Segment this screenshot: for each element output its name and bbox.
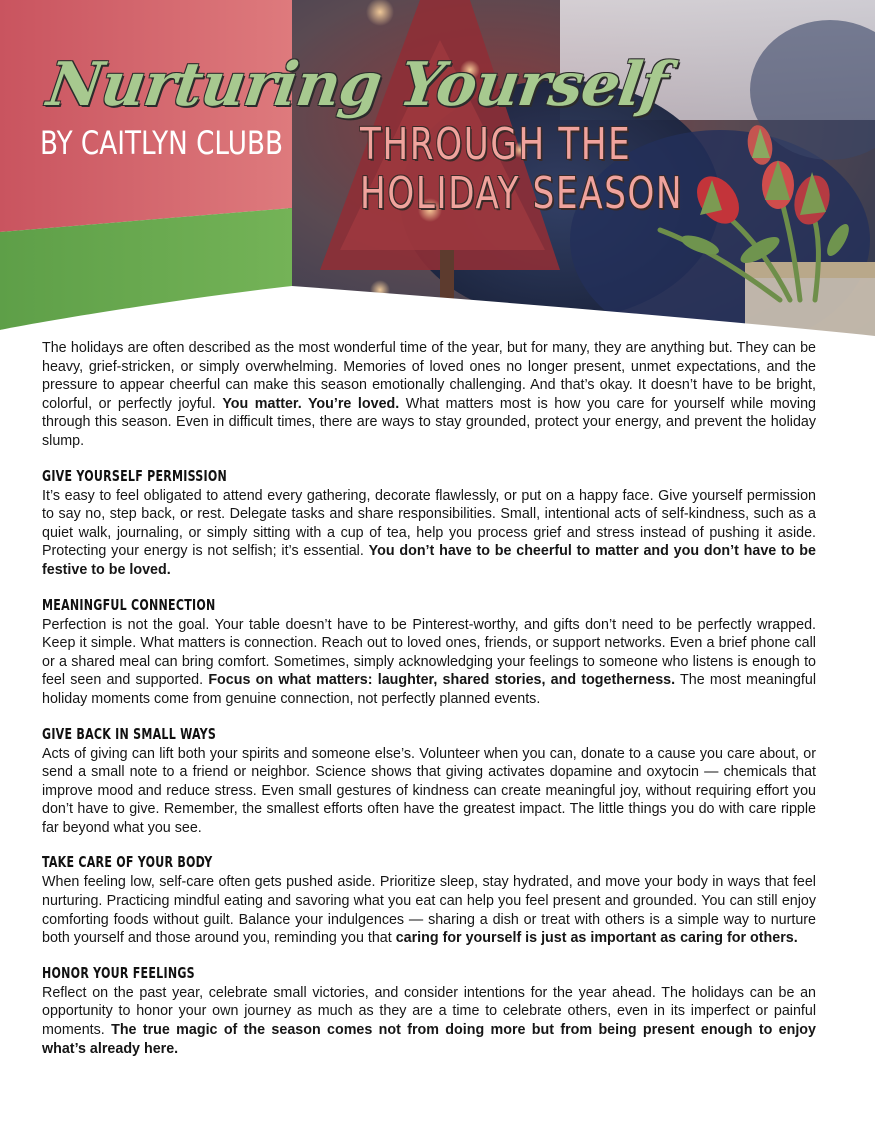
section-emphasis: caring for yourself is just as important as caring for others.: [395, 930, 798, 947]
section-text: Reflect on the past year, celebrate small victories, and consider intentions for the year ahead. The holidays can be an opportunity to honor your own journey as much as they are a time to celebrate others, even in its imperfect or painful moments.: [42, 984, 816, 1039]
article-body: [42, 339, 816, 1058]
section-emphasis: You don’t have to be cheerful to matter and you don’t have to be festive to be loved.: [42, 543, 816, 578]
section-honor-feelings: [42, 964, 816, 1058]
section-take-care-of-body: [42, 853, 816, 947]
subtitle-line-2: HOLIDAY SEASON: [360, 168, 684, 219]
intro-emphasis: You matter. You’re loved.: [222, 395, 400, 412]
header-banner: [0, 0, 875, 345]
section-paragraph: [42, 745, 816, 838]
intro-text: What matters most is how you care for yourself while moving through this season. Even in difficult times, there are ways to stay grounded, protect your energy, and prevent the holiday slump.: [42, 395, 816, 449]
section-text: The most meaningful holiday moments come from genuine connection, not perfectly planned events.: [42, 672, 817, 707]
intro-paragraph: [42, 339, 816, 451]
section-give-yourself-permission: [42, 467, 816, 580]
section-meaningful-connection: [42, 596, 816, 709]
section-heading: HONOR YOUR FEELINGS: [42, 963, 195, 982]
section-paragraph: [42, 873, 816, 947]
section-text: When feeling low, self-care often gets pushed aside. Prioritize sleep, stay hydrated, and move your body in ways that feel nurturing. Practicing mindful eating and savoring what you eat can help you feel present and grounded. You can still enjoy comforting foods without guilt. Balance your indulgences — sharing a dish or treat with others is a simple way to nurture both yourself and those around you, reminding you that: [42, 874, 816, 947]
section-heading: GIVE BACK IN SMALL WAYS: [42, 724, 217, 743]
section-heading: TAKE CARE OF YOUR BODY: [42, 853, 213, 872]
section-paragraph: [42, 984, 816, 1058]
subtitle-line-1: THROUGH THE: [360, 119, 632, 170]
section-paragraph: [42, 487, 816, 580]
section-text: Perfection is not the goal. Your table doesn’t have to be Pinterest-worthy, and gifts don’t need to be perfectly wrapped. Keep it simple. What matters is connection. Reach out to loved ones, friends, or support networks. Even a brief phone call or a shared meal can bring comfort. Sometimes, simply acknowledging your feelings to someone who listens is enough to feel seen and supported.: [42, 616, 816, 689]
section-emphasis: Focus on what matters: laughter, shared stories, and togetherness.: [208, 672, 676, 689]
section-emphasis: The true magic of the season comes not from doing more but from being present enough to enjoy what’s already here.: [42, 1022, 816, 1057]
section-give-back: [42, 725, 816, 838]
intro-text: The holidays are often described as the most wonderful time of the year, but for many, they are anything but. They can be heavy, grief-stricken, or simply overwhelming. Memories of loved ones no longer present, unmet expectations, and the pressure to appear cheerful can make this season emotionally challenging. And that’s okay. It doesn’t have to be bright, colorful, or perfectly joyful.: [42, 340, 816, 412]
section-text: It’s easy to feel obligated to attend every gathering, decorate flawlessly, or put on a happy face. Give yourself permission to say no, step back, or rest. Delegate tasks and share responsibilities. Small, intentional acts of self-kindness, such as a quiet walk, journaling, or simply sitting with a cup of tea, help you process grief and stress instead of pushing it aside. Protecting your energy is not selfish; it’s essential.: [42, 487, 816, 560]
subtitle: [360, 120, 683, 218]
section-text: Acts of giving can lift both your spirits and someone else’s. Volunteer when you can, donate to a cause you care about, or send a small note to a friend or neighbor. Science shows that giving activates dopamine and oxytocin — chemicals that improve mood and reduce stress. Even small gestures of kindness can create meaningful joy, without requiring effort you don’t have to give. Remember, the smallest efforts often have the greatest impact. The little things you do with care ripple far beyond what you see.: [42, 745, 816, 836]
section-paragraph: [42, 616, 816, 709]
byline: BY CAITLYN CLUBB: [40, 124, 283, 162]
title-script: Nurturing Yourself: [43, 50, 671, 120]
section-heading: GIVE YOURSELF PERMISSION: [42, 466, 228, 485]
section-heading: MEANINGFUL CONNECTION: [42, 595, 216, 614]
